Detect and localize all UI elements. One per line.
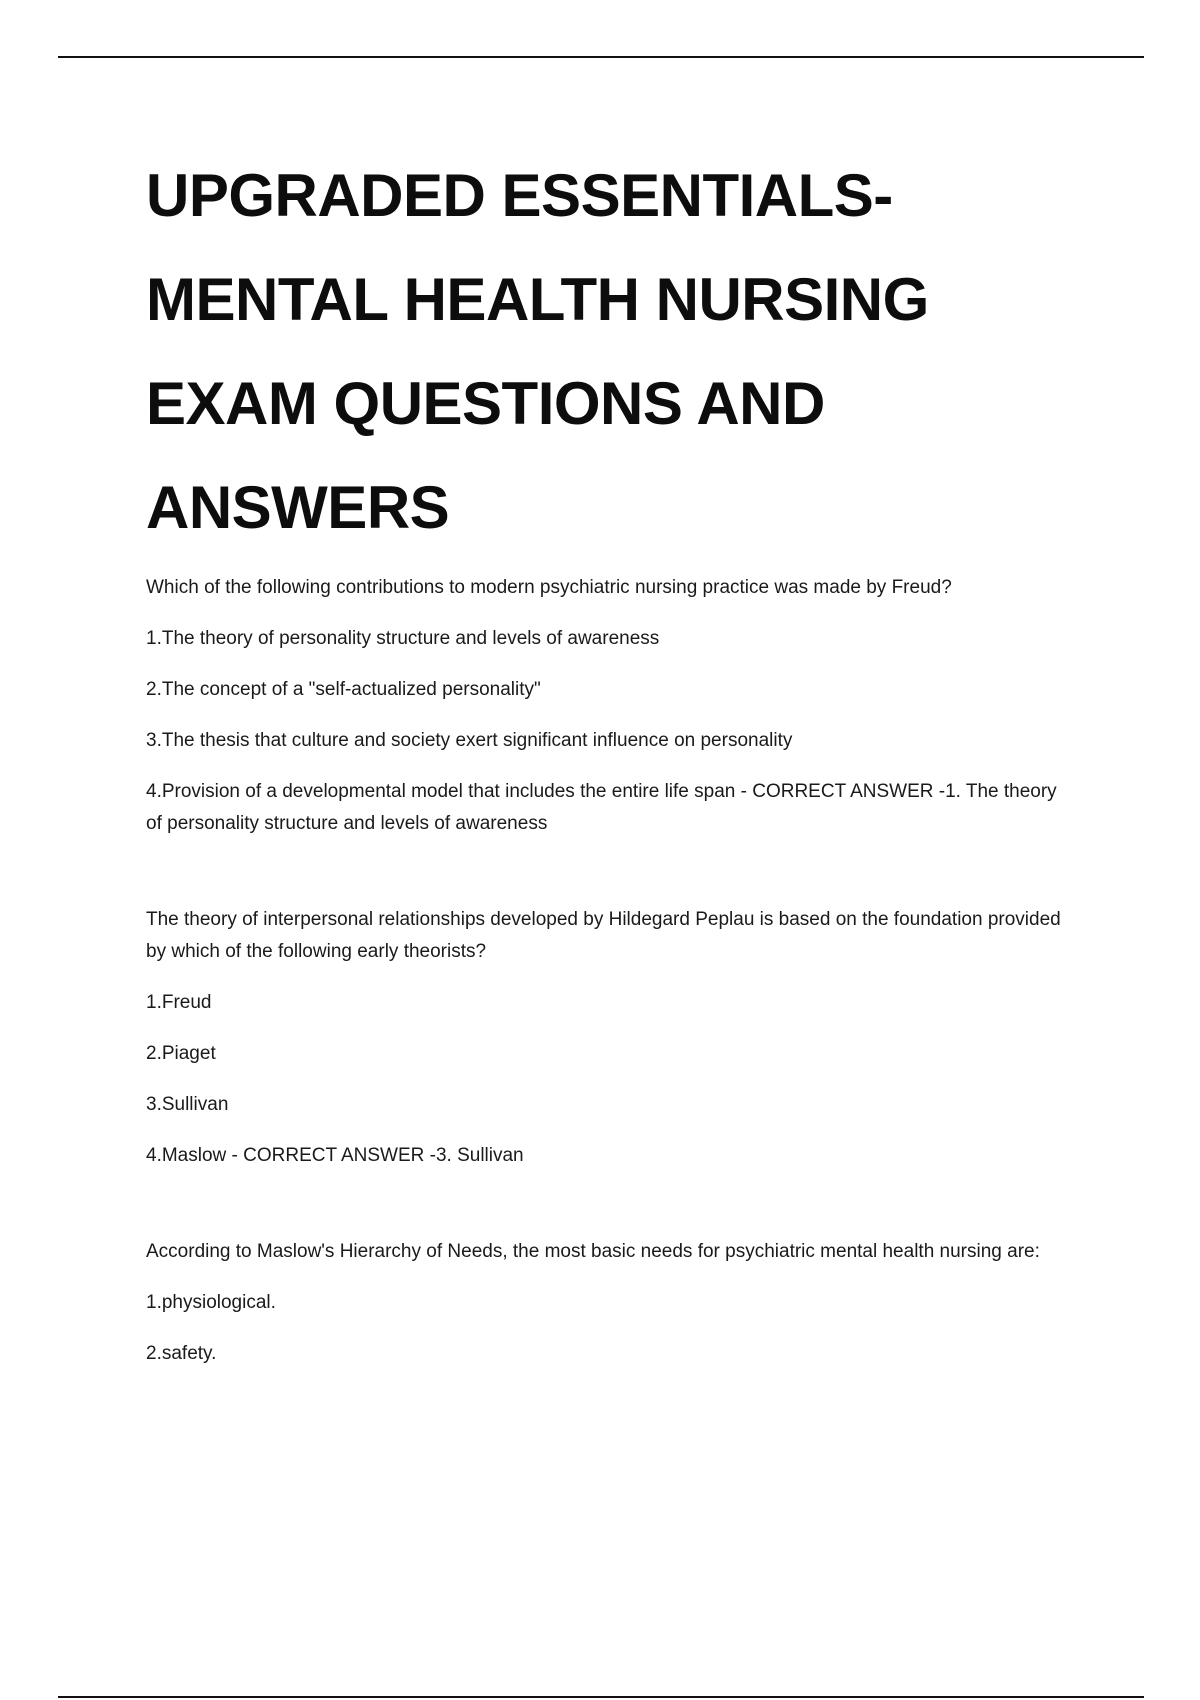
questions-body [146, 572, 1076, 1389]
answer-option: 2.The concept of a "self-actualized personality" [146, 679, 541, 700]
title-line: EXAM QUESTIONS AND [146, 370, 825, 437]
question-text: The theory of interpersonal relationships developed by Hildegard Peplau is based on the foundation provided by which of the following early theorists? [146, 909, 1061, 962]
title-line: MENTAL HEALTH NURSING [146, 266, 929, 333]
question-block [146, 572, 1076, 840]
answer-option: 1.The theory of personality structure and levels of awareness [146, 628, 660, 649]
answer-option: 3.Sullivan [146, 1094, 229, 1115]
answer-option: 1.Freud [146, 992, 212, 1013]
page-title [146, 144, 1146, 560]
question-block [146, 1236, 1076, 1370]
bottom-rule [58, 1696, 1144, 1698]
answer-option: 4.Maslow - CORRECT ANSWER -3. Sullivan [146, 1145, 524, 1166]
question-text: Which of the following contributions to modern psychiatric nursing practice was made by Freud? [146, 577, 952, 598]
title-line: ANSWERS [146, 474, 450, 541]
title-line: UPGRADED ESSENTIALS- [146, 162, 893, 229]
answer-option: 2.Piaget [146, 1043, 216, 1064]
question-text: According to Maslow's Hierarchy of Needs, the most basic needs for psychiatric mental health nursing are: [146, 1241, 1040, 1262]
answer-option: 2.safety. [146, 1343, 217, 1364]
answer-option: 4.Provision of a developmental model that includes the entire life span - CORRECT ANSWER -1. The theory of personality structure and levels of awareness [146, 781, 1057, 834]
answer-option: 1.physiological. [146, 1292, 276, 1313]
answer-option: 3.The thesis that culture and society exert significant influence on personality [146, 730, 793, 751]
top-rule [58, 56, 1144, 58]
question-block [146, 904, 1076, 1172]
